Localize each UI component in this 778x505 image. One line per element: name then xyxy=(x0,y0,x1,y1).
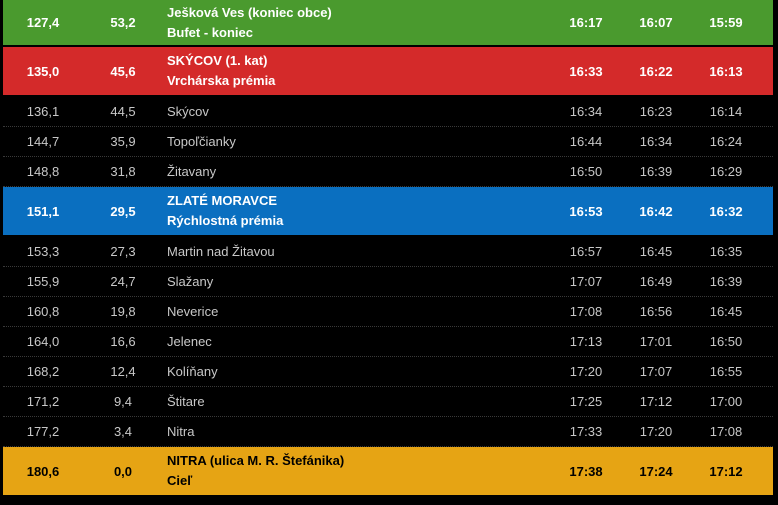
time-mid-cell: 16:23 xyxy=(639,104,673,119)
km-cell: 160,8 xyxy=(26,304,60,319)
time-fast-cell: 16:57 xyxy=(569,244,603,259)
place-cell xyxy=(167,97,547,126)
place-name: Slažany xyxy=(167,273,214,289)
time-slow-cell: 16:55 xyxy=(709,364,743,379)
place-cell xyxy=(167,187,547,235)
place-name: Jelenec xyxy=(167,333,212,349)
place-name: Martin nad Žitavou xyxy=(167,243,275,259)
time-fast-cell: 17:33 xyxy=(569,424,603,439)
remaining-km-cell: 24,7 xyxy=(110,274,136,289)
time-mid-cell: 16:49 xyxy=(639,274,673,289)
km-cell: 136,1 xyxy=(26,104,60,119)
remaining-km-cell: 12,4 xyxy=(110,364,136,379)
time-slow-cell: 16:39 xyxy=(709,274,743,289)
km-cell: 155,9 xyxy=(26,274,60,289)
stage-row xyxy=(3,157,773,187)
place-name: Žitavany xyxy=(167,163,217,179)
highlighted-stage-row xyxy=(3,0,773,45)
remaining-km-cell: 9,4 xyxy=(113,394,133,409)
place-name: Topoľčianky xyxy=(167,133,236,149)
time-fast-cell: 16:44 xyxy=(569,134,603,149)
time-fast-cell: 17:07 xyxy=(569,274,603,289)
place-cell xyxy=(167,387,547,416)
remaining-km-cell: 3,4 xyxy=(113,424,133,439)
place-note: Rýchlostná prémia xyxy=(167,213,284,228)
time-mid-cell: 16:07 xyxy=(639,15,673,30)
km-cell: 180,6 xyxy=(26,463,60,479)
time-fast-cell: 16:53 xyxy=(569,203,603,219)
time-mid-cell: 17:24 xyxy=(639,463,673,479)
km-cell: 171,2 xyxy=(26,394,60,409)
place-name: Skýcov xyxy=(167,103,209,119)
time-mid-cell: 16:34 xyxy=(639,134,673,149)
stage-row xyxy=(3,127,773,157)
place-cell xyxy=(167,297,547,326)
place-name: Neverice xyxy=(167,303,219,319)
time-mid-cell: 16:22 xyxy=(639,63,673,79)
place-cell xyxy=(167,237,547,266)
km-cell: 148,8 xyxy=(26,164,60,179)
time-fast-cell: 17:13 xyxy=(569,334,603,349)
time-slow-cell: 16:35 xyxy=(709,244,743,259)
km-cell: 168,2 xyxy=(26,364,60,379)
stage-row xyxy=(3,327,773,357)
stage-row xyxy=(3,267,773,297)
time-slow-cell: 16:13 xyxy=(709,63,743,79)
place-note: Bufet - koniec xyxy=(167,24,253,40)
time-fast-cell: 16:33 xyxy=(569,63,603,79)
place-name: Štitare xyxy=(167,393,205,409)
km-cell: 164,0 xyxy=(26,334,60,349)
time-slow-cell: 17:00 xyxy=(709,394,743,409)
time-slow-cell: 17:08 xyxy=(709,424,743,439)
time-fast-cell: 16:17 xyxy=(569,15,603,30)
remaining-km-cell: 16,6 xyxy=(110,334,136,349)
time-fast-cell: 17:08 xyxy=(569,304,603,319)
time-slow-cell: 16:45 xyxy=(709,304,743,319)
place-cell xyxy=(167,0,547,45)
time-fast-cell: 17:20 xyxy=(569,364,603,379)
place-note: Cieľ xyxy=(167,473,193,488)
place-name: SKÝCOV (1. kat) xyxy=(167,53,268,68)
km-cell: 144,7 xyxy=(26,134,60,149)
time-slow-cell: 16:24 xyxy=(709,134,743,149)
time-fast-cell: 17:38 xyxy=(569,463,603,479)
place-cell xyxy=(167,327,547,356)
km-cell: 127,4 xyxy=(26,15,60,30)
time-slow-cell: 16:14 xyxy=(709,104,743,119)
time-mid-cell: 17:12 xyxy=(639,394,673,409)
time-slow-cell: 16:29 xyxy=(709,164,743,179)
time-fast-cell: 16:50 xyxy=(569,164,603,179)
km-cell: 177,2 xyxy=(26,424,60,439)
place-note: Vrchárska prémia xyxy=(167,73,276,88)
time-mid-cell: 16:39 xyxy=(639,164,673,179)
remaining-km-cell: 35,9 xyxy=(110,134,136,149)
time-slow-cell: 17:12 xyxy=(709,463,743,479)
remaining-km-cell: 19,8 xyxy=(110,304,136,319)
place-cell xyxy=(167,267,547,296)
place-cell xyxy=(167,127,547,156)
place-cell xyxy=(167,47,547,95)
time-slow-cell: 15:59 xyxy=(709,15,743,30)
remaining-km-cell: 31,8 xyxy=(110,164,136,179)
time-mid-cell: 17:07 xyxy=(639,364,673,379)
stage-row xyxy=(3,357,773,387)
km-cell: 153,3 xyxy=(26,244,60,259)
place-cell xyxy=(167,157,547,186)
time-mid-cell: 16:56 xyxy=(639,304,673,319)
time-slow-cell: 16:50 xyxy=(709,334,743,349)
place-cell xyxy=(167,417,547,446)
place-cell xyxy=(167,447,547,495)
remaining-km-cell: 44,5 xyxy=(110,104,136,119)
stage-row xyxy=(3,237,773,267)
place-name: Ješková Ves (koniec obce) xyxy=(167,4,332,20)
km-cell: 135,0 xyxy=(26,63,60,79)
km-cell: 151,1 xyxy=(26,203,60,219)
stage-row xyxy=(3,417,773,447)
place-cell xyxy=(167,357,547,386)
time-mid-cell: 17:20 xyxy=(639,424,673,439)
time-fast-cell: 16:34 xyxy=(569,104,603,119)
time-mid-cell: 17:01 xyxy=(639,334,673,349)
highlighted-stage-row xyxy=(3,47,773,95)
place-name: Kolíňany xyxy=(167,363,218,379)
remaining-km-cell: 27,3 xyxy=(110,244,136,259)
remaining-km-cell: 29,5 xyxy=(110,203,136,219)
time-mid-cell: 16:45 xyxy=(639,244,673,259)
remaining-km-cell: 53,2 xyxy=(110,15,136,30)
place-name: Nitra xyxy=(167,423,195,439)
remaining-km-cell: 45,6 xyxy=(110,63,136,79)
stage-row xyxy=(3,97,773,127)
time-fast-cell: 17:25 xyxy=(569,394,603,409)
place-name: NITRA (ulica M. R. Štefánika) xyxy=(167,453,345,468)
stage-row xyxy=(3,297,773,327)
time-mid-cell: 16:42 xyxy=(639,203,673,219)
stage-row xyxy=(3,387,773,417)
place-name: ZLATÉ MORAVCE xyxy=(167,193,278,208)
time-slow-cell: 16:32 xyxy=(709,203,743,219)
highlighted-stage-row xyxy=(3,447,773,495)
remaining-km-cell: 0,0 xyxy=(113,463,133,479)
highlighted-stage-row xyxy=(3,187,773,235)
